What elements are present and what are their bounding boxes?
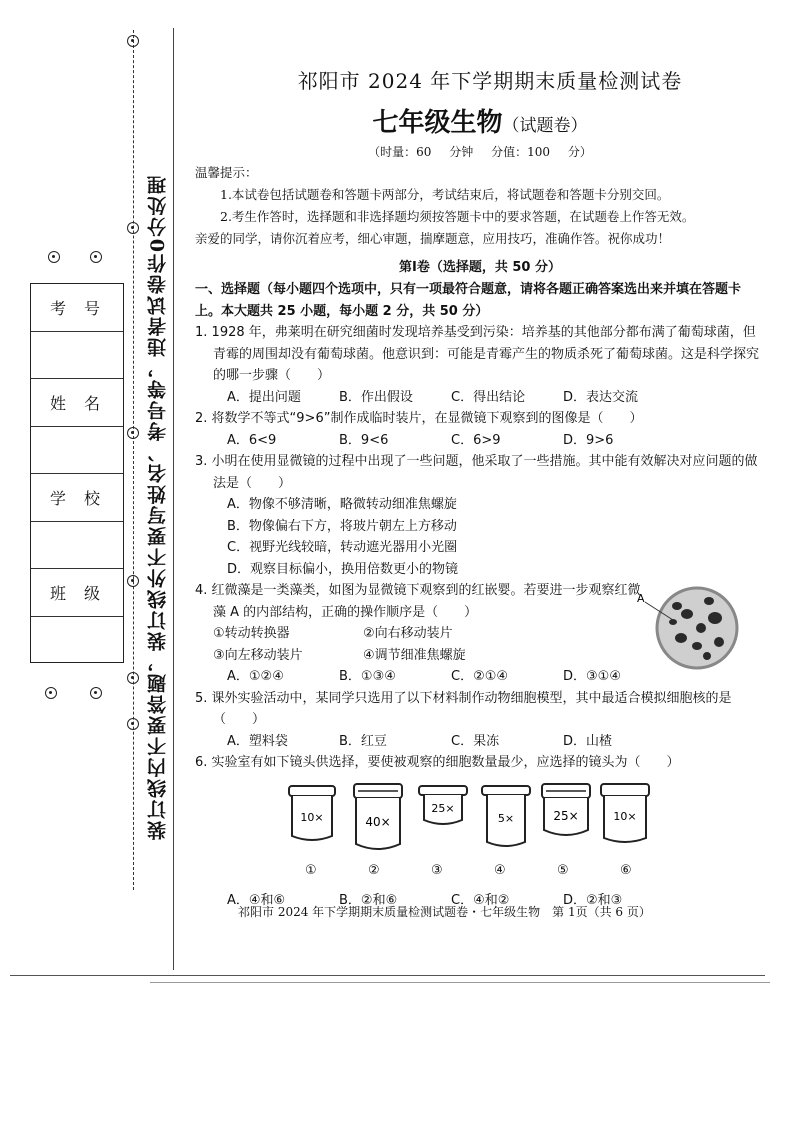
- cell: [714, 637, 724, 647]
- question-5-options: [195, 731, 765, 753]
- figure-label-a: A: [637, 592, 645, 605]
- option: D．②和③: [563, 892, 623, 908]
- field-blank: [31, 522, 123, 570]
- cell: [675, 633, 687, 643]
- exam-title: 祁阳市 2024 年下学期期末质量检测试卷: [297, 69, 683, 93]
- binding-hole: [90, 687, 102, 699]
- field-blank: [31, 427, 123, 475]
- field-label: 姓名: [31, 379, 123, 427]
- question-1-options: [195, 387, 765, 409]
- step: ①转动转换器: [213, 626, 290, 641]
- step: ③向左移动装片: [213, 647, 303, 663]
- question-3: [195, 451, 765, 494]
- lens-index: ②: [368, 862, 380, 878]
- time-score: [195, 143, 765, 160]
- binding-hole: [48, 251, 60, 263]
- lens-6-objective: [599, 782, 655, 854]
- question-2-options: [195, 430, 765, 452]
- section-title: 第Ⅰ卷（选择题，共 50 分）: [399, 260, 561, 275]
- question-text: 将数学不等式“9>6”制作成临时装片，在显微镜下观察到的图像是（ ）: [211, 411, 643, 426]
- tip-item: 2.考生作答时，选择题和非选择题均须按答题卡中的要求答题，在试题卷上作答无效。: [220, 209, 695, 224]
- lens-5-objective: [540, 782, 596, 848]
- cell: [708, 612, 722, 624]
- page-bottom-edge: [10, 975, 765, 976]
- tip-item: 亲爱的同学，请你沉着应考，细心审题，揣摩题意，应用技巧，准确作答。祝你成功！: [195, 231, 671, 246]
- lens-cap: [482, 786, 530, 795]
- option: D．③①④: [563, 669, 621, 684]
- lens-index: ⑤: [557, 862, 569, 878]
- cell: [692, 642, 702, 650]
- step: ②向右移动装片: [363, 626, 453, 641]
- question-5: [195, 688, 765, 731]
- lens-label: 25×: [553, 808, 579, 823]
- lens-1-eyepiece: [287, 782, 343, 852]
- option: B．9<6: [339, 432, 389, 448]
- subject-name: 七年级生物: [372, 108, 503, 138]
- cell: [696, 623, 706, 633]
- field-label: 班级: [31, 569, 123, 617]
- field-blank: [31, 617, 123, 665]
- subject-title: [195, 102, 765, 139]
- question-6: [195, 752, 765, 774]
- lens-cap: [289, 786, 335, 796]
- cell: [704, 597, 714, 605]
- option: C．视野光线较暗，转动遮光器用小光圈: [227, 540, 458, 555]
- lens-label: 25×: [431, 801, 455, 815]
- option: C．得出结论: [451, 389, 526, 405]
- question-number: 6.: [195, 755, 208, 770]
- lens-label: 10×: [613, 809, 637, 823]
- step: ④调节细准焦螺旋: [363, 647, 466, 663]
- binding-hole: [127, 35, 139, 47]
- option: C．④和②: [451, 892, 510, 908]
- lens-label: 5×: [497, 811, 515, 825]
- field-label: 学校: [31, 474, 123, 522]
- lens-index: ⑥: [620, 862, 632, 878]
- lens-indices: [305, 860, 725, 882]
- student-info-table: [30, 283, 124, 663]
- cell: [672, 602, 682, 610]
- option: B．②和⑥: [339, 892, 398, 908]
- option: A．塑料袋: [227, 733, 288, 749]
- option: A．①②④: [227, 669, 284, 684]
- binding-dashed-line: [133, 30, 134, 890]
- page-footer: 祁阳市 2024 年下学期期末质量检测试题卷・七年级生物 第 1页（共 6 页）: [238, 905, 651, 919]
- question-number: 2.: [195, 411, 208, 426]
- option: A．6<9: [227, 432, 277, 448]
- option: D．观察目标偏小，换用倍数更小的物镜: [227, 561, 459, 577]
- option: C．②①④: [451, 669, 509, 684]
- question-text: 1928 年，弗莱明在研究细菌时发现培养基受到污染：培养基的其他部分都布满了葡萄球菌，但青霉的周围却没有葡萄球菌。他意识到：可能是青霉产生的物质杀死了葡萄球菌。这是科学探究的哪一步骤（ ）: [211, 325, 760, 383]
- question-1: [195, 322, 765, 387]
- option: B．①③④: [339, 669, 396, 684]
- question-text: 课外实验活动中，某同学只选用了以下材料制作动物细胞模型，其中最适合模拟细胞核的是（ ）: [211, 690, 732, 727]
- question-number: 4.: [195, 583, 208, 598]
- question-number: 1.: [195, 325, 208, 340]
- binding-hole: [45, 687, 57, 699]
- lens-figure: [195, 774, 765, 886]
- option: D．表达交流: [563, 389, 639, 405]
- subject-note: （试题卷）: [502, 116, 588, 136]
- option: B．作出假设: [339, 389, 413, 405]
- cell: [703, 652, 711, 660]
- cell: [681, 609, 693, 619]
- lens-label: 10×: [300, 810, 324, 824]
- question-text: 实验室有如下镜头供选择，要使被观察的细胞数量最少，应选择的镜头为（ ）: [211, 755, 680, 770]
- question-3-options: [195, 494, 765, 580]
- option: A．提出问题: [227, 389, 301, 405]
- lens-index: ④: [494, 862, 506, 878]
- exam-content: [195, 65, 765, 911]
- binding-hole: [90, 251, 102, 263]
- binding-warning: 装订线内不要答题，装订线外不要写姓名、考号等，违者试卷作0分处理: [147, 173, 169, 840]
- page-frame-line: [173, 28, 174, 970]
- tip-item: 1.本试卷包括试题卷和答题卡两部分，考试结束后，将试题卷和答题卡分别交回。: [220, 187, 670, 202]
- option: A．④和⑥: [227, 892, 286, 908]
- page-bottom-edge: [150, 982, 770, 983]
- question-4-block: [195, 580, 765, 688]
- section-instruction: 一、选择题（每小题四个选项中，只有一项最符合题意，请将各题正确答案选出来并填在答题卡上。本大题共 25 小题，每小题 2 分，共 50 分）: [195, 282, 742, 319]
- tips-label: 温馨提示：: [195, 165, 258, 180]
- question-4: [195, 580, 653, 623]
- option: D．9>6: [563, 432, 614, 448]
- question-text: 红微藻是一类藻类，如图为显微镜下观察到的红嵌婴。若要进一步观察红微藻 A 的内部结构，正确的操作顺序是（ ）: [211, 583, 641, 620]
- option: C．果冻: [451, 733, 500, 749]
- lens-2-objective: [352, 782, 408, 858]
- lens-label: 40×: [365, 814, 391, 829]
- field-label: 考号: [31, 284, 123, 332]
- option: A．物像不够清晰，略微转动细准焦螺旋: [227, 497, 457, 512]
- lens-3-eyepiece: [417, 782, 473, 842]
- option: B．红豆: [339, 733, 387, 749]
- question-2: [195, 408, 765, 430]
- total-score: 分值：100 分）: [491, 145, 592, 159]
- lens-index: ①: [305, 862, 317, 878]
- question-number: 5.: [195, 690, 208, 706]
- time-limit: （时量：60 分钟: [368, 145, 474, 159]
- field-blank: [31, 332, 123, 380]
- option: D．山楂: [563, 733, 613, 749]
- lens-thread: [601, 784, 649, 796]
- microscope-figure: [635, 584, 745, 670]
- lens-4-eyepiece: [480, 782, 536, 858]
- lens-index: ③: [431, 862, 443, 878]
- option: C．6>9: [451, 432, 501, 448]
- option: B．物像偏右下方，将玻片朝左上方移动: [227, 518, 457, 534]
- question-number: 3.: [195, 454, 208, 469]
- question-text: 小明在使用显微镜的过程中出现了一些问题，他采取了一些措施。其中能有效解决对应问题的做法是（ ）: [211, 454, 758, 491]
- lens-cap: [419, 786, 467, 795]
